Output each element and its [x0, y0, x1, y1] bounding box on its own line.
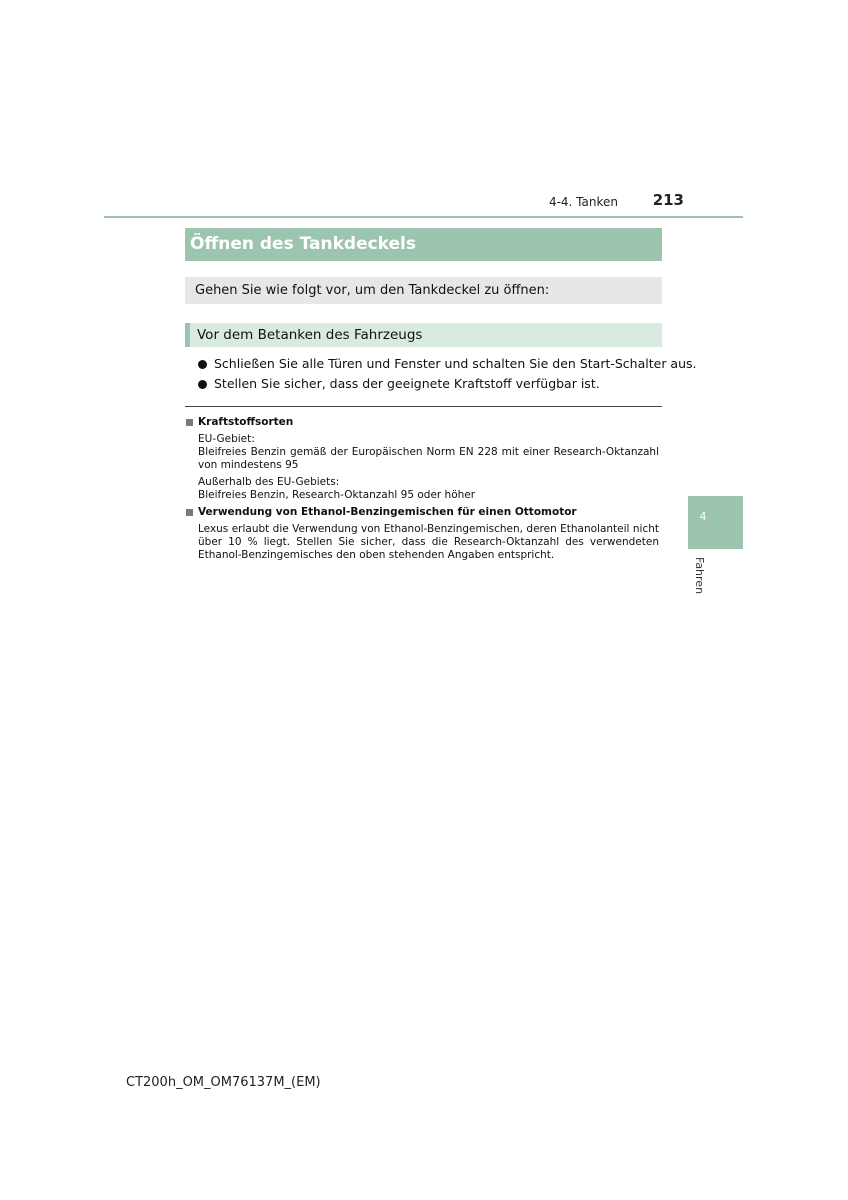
chapter-tab-number: 4 — [699, 510, 707, 523]
note-paragraph: Lexus erlaubt die Verwendung von Ethanol-Benzingemischen, deren Ethanolanteil nicht über 10 % liegt. Stellen Sie sicher, dass die Research-Oktanzahl des verwendeten Ethanol-Benzingemisches den oben stehenden Angaben entspricht. — [198, 523, 659, 561]
bullet-text: Schließen Sie alle Türen und Fenster und schalten Sie den Start-Schalter aus. — [214, 356, 697, 371]
note-body — [185, 433, 659, 502]
header-section-title: 4-4. Tanken — [548, 195, 618, 209]
notes-divider — [185, 406, 662, 407]
note-heading-text: Kraftstoffsorten — [198, 416, 294, 428]
bullet-list — [198, 354, 697, 394]
chapter-tab-label: Fahren — [693, 557, 706, 595]
note-paragraph: EU-Gebiet: Bleifreies Benzin gemäß der Europäischen Norm EN 228 mit einer Research-Oktanzahl von mindestens 95 — [198, 433, 659, 471]
page-number: 213 — [652, 191, 684, 209]
bullet-icon — [198, 360, 207, 369]
subsection-title: Vor dem Betanken des Fahrzeugs — [185, 323, 662, 347]
bullet-text: Stellen Sie sicher, dass der geeignete Kraftstoff verfügbar ist. — [214, 376, 600, 391]
header-divider — [104, 216, 743, 218]
square-bullet-icon — [186, 419, 193, 426]
chapter-tab[interactable] — [688, 496, 743, 549]
list-item — [198, 354, 697, 374]
note-paragraph: Außerhalb des EU-Gebiets: Bleifreies Benzin, Research-Oktanzahl 95 oder höher — [198, 476, 476, 501]
note-heading — [185, 416, 659, 429]
note-heading-text: Verwendung von Ethanol-Benzingemischen für einen Ottomotor — [198, 506, 577, 518]
square-bullet-icon — [186, 509, 193, 516]
list-item — [198, 374, 662, 394]
footer-doc-code: CT200h_OM_OM76137M_(EM) — [126, 1075, 321, 1090]
note-heading — [185, 506, 659, 519]
notes-section — [185, 414, 659, 566]
intro-text: Gehen Sie wie folgt vor, um den Tankdeckel zu öffnen: — [185, 277, 662, 304]
note-body — [185, 523, 659, 562]
section-title: Öffnen des Tankdeckels — [190, 234, 416, 254]
section-title-bar — [185, 228, 662, 261]
bullet-icon — [198, 380, 207, 389]
